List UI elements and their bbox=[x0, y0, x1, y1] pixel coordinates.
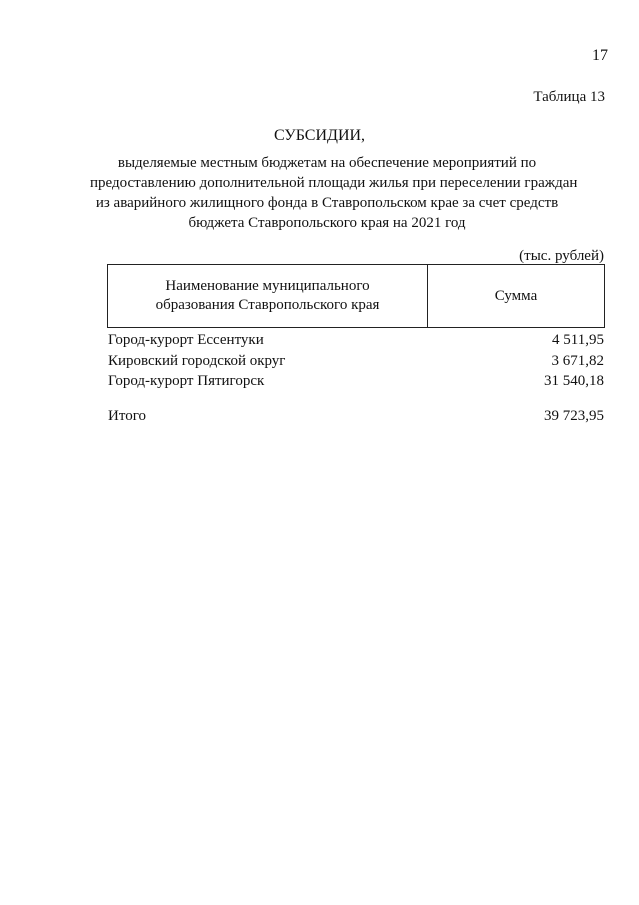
document-subtitle bbox=[90, 153, 578, 233]
subtitle-line: выделяемые местным бюджетам на обеспечение мероприятий по bbox=[117, 155, 537, 171]
table-label: Таблица 13 bbox=[533, 89, 605, 105]
header-name-line: образования Ставропольского края bbox=[155, 297, 380, 313]
row-name: Город-курорт Ессентуки bbox=[108, 332, 264, 348]
header-name-cell bbox=[108, 265, 428, 327]
subtitle-line: из аварийного жилищного фонда в Ставропольском крае за счет средств bbox=[95, 195, 559, 211]
table-row bbox=[108, 371, 604, 392]
total-label: Итого bbox=[108, 408, 146, 424]
header-sum-cell: Сумма bbox=[494, 287, 538, 304]
page-number: 17 bbox=[592, 47, 608, 64]
table-header bbox=[107, 264, 605, 328]
subtitle-line: бюджета Ставропольского края на 2021 год bbox=[188, 215, 466, 231]
document-title: СУБСИДИИ, bbox=[273, 127, 366, 144]
row-name: Город-курорт Пятигорск bbox=[108, 373, 265, 389]
total-amount: 39 723,95 bbox=[544, 408, 604, 424]
table-body bbox=[108, 330, 604, 392]
row-name: Кировский городской округ bbox=[108, 352, 286, 369]
table-row bbox=[108, 330, 604, 351]
row-amount: 3 671,82 bbox=[551, 352, 604, 369]
row-amount: 31 540,18 bbox=[544, 373, 604, 389]
units-label: (тыс. рублей) bbox=[519, 248, 604, 264]
total-row bbox=[108, 408, 604, 425]
row-amount: 4 511,95 bbox=[552, 332, 604, 348]
table-row bbox=[108, 351, 604, 372]
header-name-line: Наименование муниципального bbox=[165, 278, 370, 294]
subtitle-line: предоставлению дополнительной площади жилья при переселении граждан bbox=[90, 175, 578, 191]
